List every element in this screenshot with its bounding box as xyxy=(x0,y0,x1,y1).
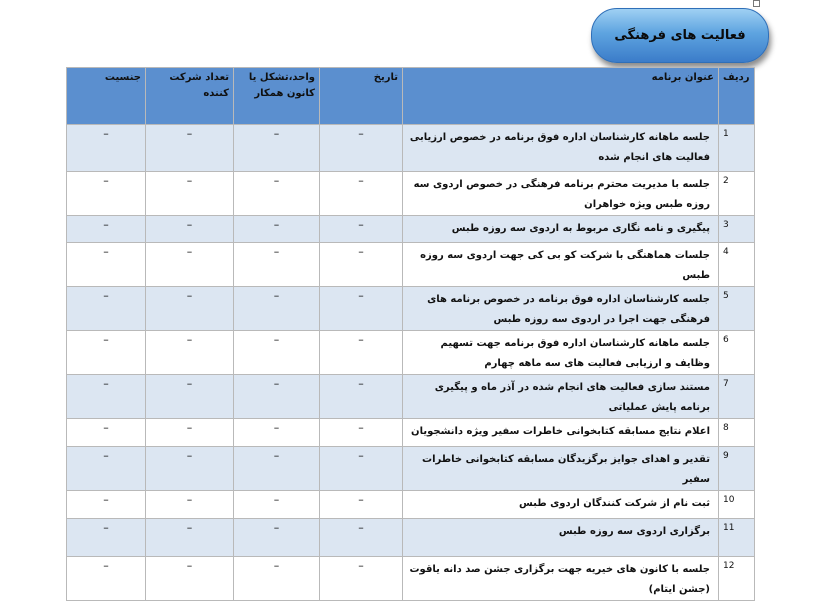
date-cell: – xyxy=(320,375,403,419)
program-title: جلسات هماهنگی با شرکت کو بی کی جهت اردوی سه روزه طبس xyxy=(403,243,719,287)
program-title: پیگیری و نامه نگاری مربوط به اردوی سه روزه طبس xyxy=(403,216,719,243)
row-number: 1 xyxy=(719,125,755,172)
unit-cell: – xyxy=(234,287,320,331)
unit-cell: – xyxy=(234,519,320,557)
date-cell: – xyxy=(320,491,403,519)
program-title: ثبت نام از شرکت کنندگان اردوی طبس xyxy=(403,491,719,519)
unit-cell: – xyxy=(234,447,320,491)
gender-cell: – xyxy=(67,491,146,519)
count-cell: – xyxy=(146,557,234,601)
program-title: تقدیر و اهدای جوایز برگزیدگان مسابقه کتابخوانی خاطرات سفیر xyxy=(403,447,719,491)
program-title: جلسه با کانون های خیریه جهت برگزاری جشن صد دانه یاقوت (جشن ایتام) xyxy=(403,557,719,601)
unit-cell: – xyxy=(234,491,320,519)
gender-cell: – xyxy=(67,287,146,331)
gender-cell: – xyxy=(67,125,146,172)
table-row xyxy=(67,491,755,519)
table-row xyxy=(67,375,755,419)
table-row xyxy=(67,216,755,243)
unit-cell: – xyxy=(234,243,320,287)
row-number: 11 xyxy=(719,519,755,557)
program-title: مستند سازی فعالیت های انجام شده در آذر ماه و پیگیری برنامه پایش عملیاتی xyxy=(403,375,719,419)
date-cell: – xyxy=(320,287,403,331)
unit-cell: – xyxy=(234,419,320,447)
table-row xyxy=(67,557,755,601)
table-row xyxy=(67,519,755,557)
date-cell: – xyxy=(320,125,403,172)
program-title: جلسه کارشناسان اداره فوق برنامه در خصوص برنامه های فرهنگی جهت اجرا در اردوی سه روزه طبس xyxy=(403,287,719,331)
unit-cell: – xyxy=(234,172,320,216)
table-row xyxy=(67,243,755,287)
count-cell: – xyxy=(146,172,234,216)
gender-cell: – xyxy=(67,557,146,601)
gender-cell: – xyxy=(67,447,146,491)
count-cell: – xyxy=(146,375,234,419)
unit-cell: – xyxy=(234,331,320,375)
program-title: جلسه با مدیریت محترم برنامه فرهنگی در خصوص اردوی سه روزه طبس ویژه خواهران xyxy=(403,172,719,216)
section-title: فعالیت های فرهنگی xyxy=(591,8,769,63)
gender-cell: – xyxy=(67,419,146,447)
gender-cell: – xyxy=(67,243,146,287)
gender-cell: – xyxy=(67,331,146,375)
row-number: 8 xyxy=(719,419,755,447)
header-date: تاریخ xyxy=(320,68,403,125)
unit-cell: – xyxy=(234,557,320,601)
count-cell: – xyxy=(146,331,234,375)
gender-cell: – xyxy=(67,172,146,216)
count-cell: – xyxy=(146,519,234,557)
activities-table xyxy=(66,67,755,601)
header-partner-unit: واحد،تشکل یا کانون همکار xyxy=(234,68,320,125)
row-number: 3 xyxy=(719,216,755,243)
row-number: 7 xyxy=(719,375,755,419)
date-cell: – xyxy=(320,419,403,447)
table-row xyxy=(67,419,755,447)
program-title: جلسه ماهانه کارشناسان اداره فوق برنامه جهت تسهیم وظایف و ارزیابی فعالیت های سه ماهه چهارم xyxy=(403,331,719,375)
unit-cell: – xyxy=(234,375,320,419)
table-row xyxy=(67,287,755,331)
row-number: 4 xyxy=(719,243,755,287)
count-cell: – xyxy=(146,491,234,519)
table-header-row xyxy=(67,68,755,125)
row-number: 2 xyxy=(719,172,755,216)
count-cell: – xyxy=(146,216,234,243)
gender-cell: – xyxy=(67,519,146,557)
program-title: جلسه ماهانه کارشناسان اداره فوق برنامه در خصوص ارزیابی فعالیت های انجام شده xyxy=(403,125,719,172)
gender-cell: – xyxy=(67,375,146,419)
header-participant-count: تعداد شرکت کننده xyxy=(146,68,234,125)
table-row xyxy=(67,447,755,491)
header-gender: جنسیت xyxy=(67,68,146,125)
table-row xyxy=(67,331,755,375)
unit-cell: – xyxy=(234,125,320,172)
date-cell: – xyxy=(320,172,403,216)
date-cell: – xyxy=(320,519,403,557)
count-cell: – xyxy=(146,419,234,447)
row-number: 5 xyxy=(719,287,755,331)
row-number: 12 xyxy=(719,557,755,601)
count-cell: – xyxy=(146,125,234,172)
anchor-marker xyxy=(753,0,760,7)
date-cell: – xyxy=(320,447,403,491)
row-number: 10 xyxy=(719,491,755,519)
row-number: 9 xyxy=(719,447,755,491)
unit-cell: – xyxy=(234,216,320,243)
date-cell: – xyxy=(320,243,403,287)
date-cell: – xyxy=(320,557,403,601)
count-cell: – xyxy=(146,287,234,331)
program-title: برگزاری اردوی سه روزه طبس xyxy=(403,519,719,557)
table-row xyxy=(67,172,755,216)
count-cell: – xyxy=(146,243,234,287)
gender-cell: – xyxy=(67,216,146,243)
table-row xyxy=(67,125,755,172)
count-cell: – xyxy=(146,447,234,491)
program-title: اعلام نتایج مسابقه کتابخوانی خاطرات سفیر ویژه دانشجویان xyxy=(403,419,719,447)
header-program-title: عنوان برنامه xyxy=(403,68,719,125)
date-cell: – xyxy=(320,216,403,243)
header-row-number: ردیف xyxy=(719,68,755,125)
date-cell: – xyxy=(320,331,403,375)
row-number: 6 xyxy=(719,331,755,375)
